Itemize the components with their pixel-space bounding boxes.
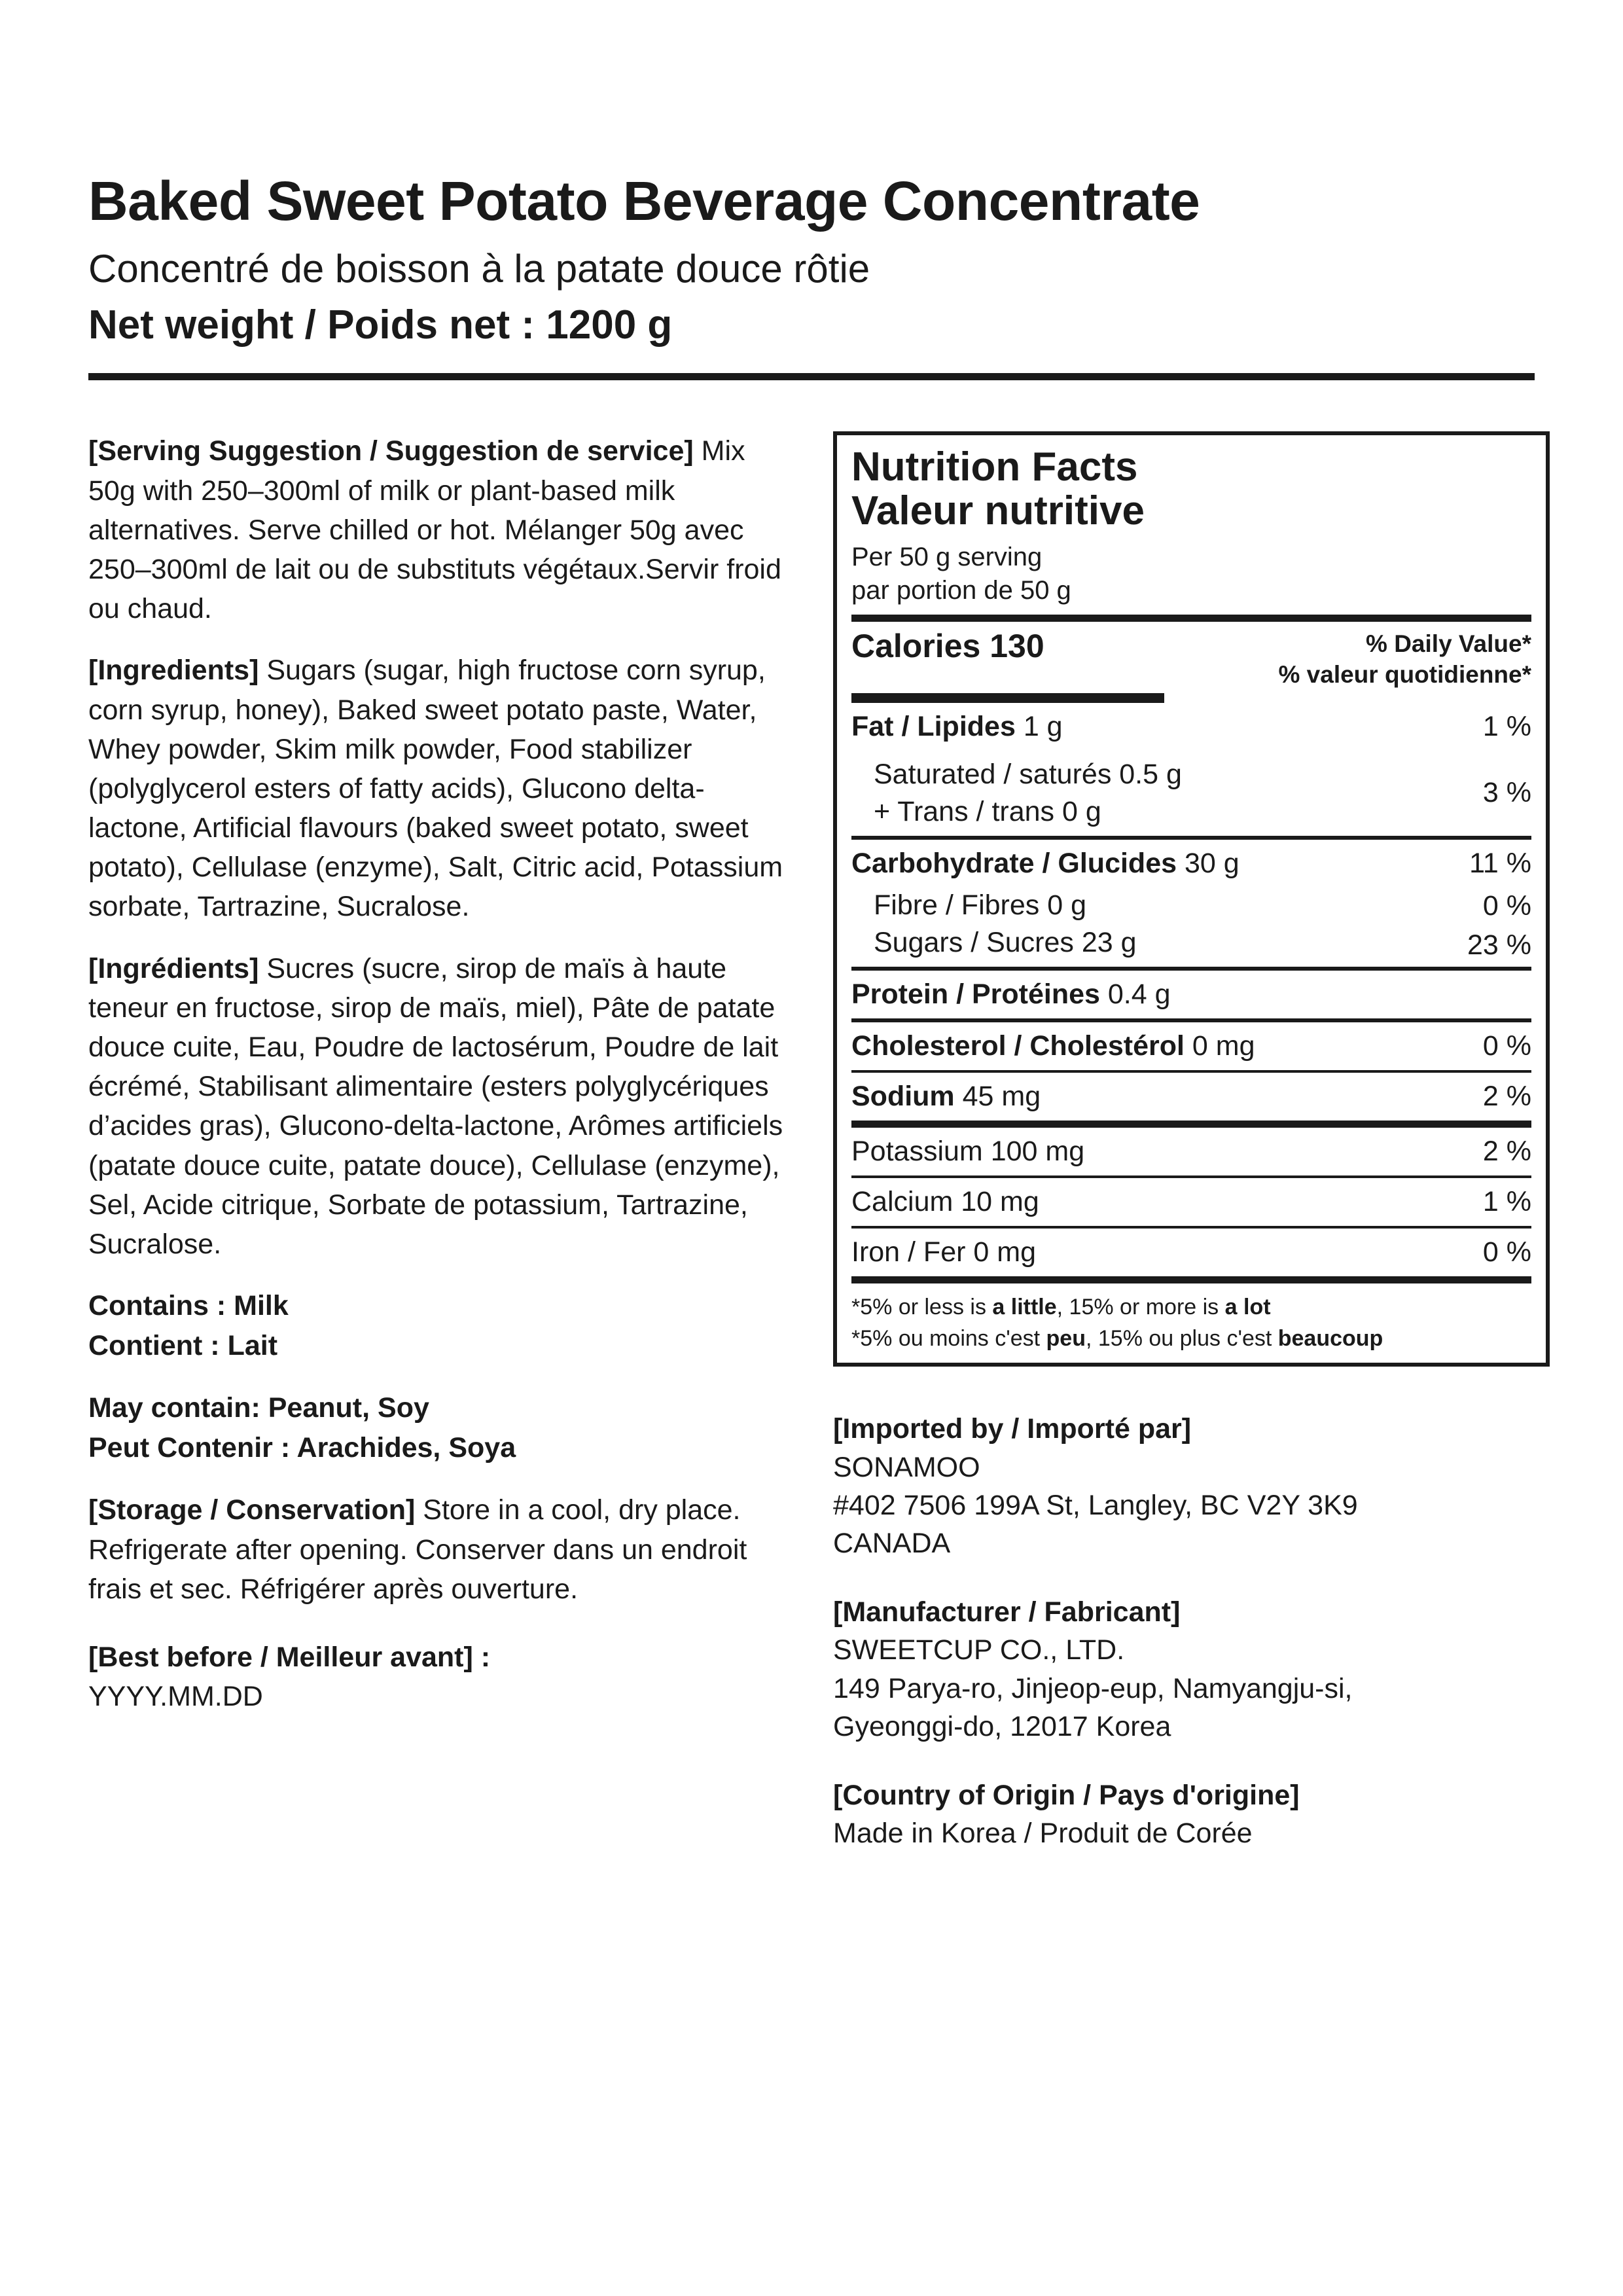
divider-after-sodium bbox=[851, 1121, 1531, 1128]
manufacturer-address-line2: Gyeonggi-do, 12017 Korea bbox=[833, 1711, 1171, 1743]
importer-address: #402 7506 199A St, Langley, BC V2Y 3K9 bbox=[833, 1490, 1358, 1522]
best-before-paragraph bbox=[88, 1638, 795, 1716]
saturated-trans-labels bbox=[851, 751, 1470, 836]
cholesterol-label-line bbox=[851, 1022, 1470, 1070]
contains-fr: Contient : Lait bbox=[88, 1330, 278, 1362]
iron-row bbox=[851, 1229, 1531, 1276]
spacer bbox=[833, 1367, 1550, 1410]
serving-suggestion-paragraph bbox=[88, 431, 795, 628]
header-divider bbox=[88, 373, 1535, 380]
sodium-row bbox=[851, 1073, 1531, 1121]
ingredients-paragraph-en bbox=[88, 651, 795, 926]
calcium-row bbox=[851, 1178, 1531, 1226]
footnote-fr bbox=[851, 1323, 1531, 1354]
sodium-value: 45 mg bbox=[954, 1080, 1041, 1112]
importer-block bbox=[833, 1410, 1550, 1563]
footnote-fr-bold1: peu bbox=[1046, 1325, 1086, 1351]
serving-size-fr: par portion de 50 g bbox=[851, 576, 1071, 605]
storage-text: Store in a cool, dry place. Refrigerate after opening. Conserver dans un endroit frais et sec. Réfrigérer après ouverture. bbox=[88, 1494, 747, 1605]
carbohydrate-row bbox=[851, 840, 1531, 888]
ingredients-label-en: [Ingredients] bbox=[88, 655, 259, 687]
ingredients-text-fr: Sucres (sucre, sirop de maïs à haute teneur en fructose, sirop de maïs, miel), Pâte de patate douce cuite, Eau, Poudre de lactosérum, Poudre de lait écrémé, Stabilisant alimentaire (esters polyglycériques d’acides gras), Glucono-delta-lactone, Arômes artificiels (patate douce cuite, patate douce), Cellulase (enzyme), Sel, Acide citrique, Sorbate de potassium, Tartrazine, Sucralose. bbox=[88, 952, 783, 1260]
daily-value-en: % Daily Value* bbox=[1366, 630, 1531, 657]
spacer bbox=[833, 1746, 1550, 1776]
spacer bbox=[833, 1563, 1550, 1593]
carbohydrate-label: Carbohydrate / Glucides bbox=[851, 847, 1177, 879]
calories-underbar bbox=[851, 693, 1164, 703]
carbohydrate-value: 30 g bbox=[1177, 847, 1240, 879]
manufacturer-address-line1: 149 Parya-ro, Jinjeop-eup, Namyangju-si, bbox=[833, 1672, 1353, 1704]
ingredients-paragraph-fr bbox=[88, 949, 795, 1265]
manufacturer-name: SWEETCUP CO., LTD. bbox=[833, 1634, 1125, 1666]
footnote-fr-bold2: beaucoup bbox=[1277, 1325, 1383, 1351]
sodium-dv: 2 % bbox=[1482, 1080, 1531, 1112]
importer-country: CANADA bbox=[833, 1528, 951, 1560]
serving-size-en: Per 50 g serving bbox=[851, 543, 1043, 572]
fat-label-line bbox=[851, 703, 1470, 751]
storage-label: [Storage / Conservation] bbox=[88, 1494, 416, 1526]
page-title: Baked Sweet Potato Beverage Concentrate bbox=[88, 170, 1200, 232]
cholesterol-dv: 0 % bbox=[1482, 1030, 1531, 1062]
footnote-en-bold2: a lot bbox=[1224, 1294, 1271, 1319]
fibre-dv: 0 % bbox=[1482, 889, 1531, 922]
ingredients-label-fr: [Ingrédients] bbox=[88, 952, 259, 984]
sugars-label: Sugars / Sucres 23 g bbox=[874, 926, 1137, 958]
calories-row bbox=[851, 622, 1531, 691]
saturated-trans-row bbox=[851, 751, 1531, 836]
potassium-row bbox=[851, 1128, 1531, 1175]
iron-dv: 0 % bbox=[1482, 1236, 1531, 1268]
protein-row bbox=[851, 971, 1531, 1018]
footnote-fr-part1: *5% ou moins c'est bbox=[851, 1325, 1046, 1351]
potassium-dv: 2 % bbox=[1482, 1135, 1531, 1167]
may-contain-allergens bbox=[88, 1388, 795, 1468]
sodium-label-line bbox=[851, 1073, 1470, 1121]
right-column bbox=[833, 431, 1550, 1852]
calcium-dv: 1 % bbox=[1482, 1185, 1531, 1217]
importer-name: SONAMOO bbox=[833, 1451, 980, 1483]
daily-value-fr: % valeur quotidienne* bbox=[1278, 661, 1531, 689]
fibre-row bbox=[851, 888, 1531, 925]
potassium-label: Potassium 100 mg bbox=[851, 1135, 1085, 1167]
carbohydrate-label-line bbox=[851, 840, 1456, 888]
nutrition-rule-thick-top bbox=[851, 615, 1531, 622]
left-column bbox=[88, 431, 795, 1716]
product-subtitle-fr: Concentré de boisson à la patate douce rôtie bbox=[88, 247, 870, 291]
cholesterol-label: Cholesterol / Cholestérol bbox=[851, 1030, 1185, 1062]
calcium-label: Calcium 10 mg bbox=[851, 1185, 1039, 1217]
saturated-trans-dv: 3 % bbox=[1482, 777, 1531, 809]
cholesterol-value: 0 mg bbox=[1184, 1030, 1255, 1062]
serving-suggestion-label: [Serving Suggestion / Suggestion de service] bbox=[88, 435, 694, 467]
protein-label: Protein / Protéines bbox=[851, 978, 1100, 1010]
carbohydrate-dv: 11 % bbox=[1469, 847, 1531, 879]
fat-label: Fat / Lipides bbox=[851, 710, 1016, 742]
nutrition-facts-panel bbox=[833, 431, 1550, 1367]
sodium-label: Sodium bbox=[851, 1080, 955, 1112]
country-of-origin-label: [Country of Origin / Pays d'origine] bbox=[833, 1779, 1300, 1811]
storage-paragraph bbox=[88, 1490, 795, 1609]
fat-row bbox=[851, 703, 1531, 751]
fat-dv: 1 % bbox=[1482, 710, 1531, 742]
spacer bbox=[88, 1631, 795, 1638]
may-contain-fr: Peut Contenir : Arachides, Soya bbox=[88, 1432, 516, 1464]
footnote-en-bold1: a little bbox=[992, 1294, 1057, 1319]
divider-before-footnote bbox=[851, 1276, 1531, 1283]
manufacturer-block bbox=[833, 1593, 1550, 1746]
country-of-origin-value: Made in Korea / Produit de Corée bbox=[833, 1818, 1253, 1850]
protein-label-line bbox=[851, 971, 1518, 1018]
footnote-en-part2: , 15% or more is bbox=[1056, 1294, 1225, 1319]
importer-label: [Imported by / Importé par] bbox=[833, 1413, 1192, 1445]
nutrition-title-en: Nutrition Facts bbox=[851, 444, 1138, 490]
fat-value: 1 g bbox=[1015, 710, 1063, 742]
protein-value: 0.4 g bbox=[1099, 978, 1171, 1010]
sugars-dv: 23 % bbox=[1467, 929, 1531, 961]
footnote-en bbox=[851, 1283, 1531, 1323]
serving-suggestion-text: Mix 50g with 250–300ml of milk or plant-based milk alternatives. Serve chilled or hot. Mélanger 50g avec 250–300ml de lait ou de substituts végétaux.Servir froid ou chaud. bbox=[88, 435, 781, 625]
daily-value-header bbox=[1278, 628, 1531, 691]
fibre-label: Fibre / Fibres 0 g bbox=[874, 889, 1086, 921]
best-before-label: [Best before / Meilleur avant] : bbox=[88, 1641, 491, 1673]
trans-fat-label: + Trans / trans 0 g bbox=[874, 795, 1101, 827]
may-contain-en: May contain: Peanut, Soy bbox=[88, 1392, 429, 1424]
ingredients-text-en: Sugars (sugar, high fructose corn syrup, corn syrup, honey), Baked sweet potato paste, Water, Whey powder, Skim milk powder, Food stabilizer (polyglycerol esters of fatty acids), Glucono delta-lactone, Artificial flavours (baked sweet potato, sweet potato), Cellulase (enzyme), Salt, Citric acid, Potassium sorbate, Tartrazine, Sucralose. bbox=[88, 655, 783, 923]
contains-allergens bbox=[88, 1286, 795, 1366]
footnote-en-part1: *5% or less is bbox=[851, 1294, 993, 1319]
body-columns bbox=[88, 380, 1535, 1852]
country-of-origin-block bbox=[833, 1776, 1550, 1853]
saturated-fat-label: Saturated / saturés 0.5 g bbox=[874, 758, 1182, 790]
cholesterol-row bbox=[851, 1022, 1531, 1070]
best-before-value: YYYY.MM.DD bbox=[88, 1681, 263, 1713]
net-weight: Net weight / Poids net : 1200 g bbox=[88, 302, 673, 348]
manufacturer-label: [Manufacturer / Fabricant] bbox=[833, 1596, 1181, 1628]
calories-value: Calories 130 bbox=[851, 627, 1044, 664]
iron-label: Iron / Fer 0 mg bbox=[851, 1236, 1036, 1268]
nutrition-title-fr: Valeur nutritive bbox=[851, 488, 1145, 534]
footnote-fr-part2: , 15% ou plus c'est bbox=[1085, 1325, 1278, 1351]
sugars-row bbox=[851, 925, 1531, 967]
contains-en: Contains : Milk bbox=[88, 1290, 289, 1322]
